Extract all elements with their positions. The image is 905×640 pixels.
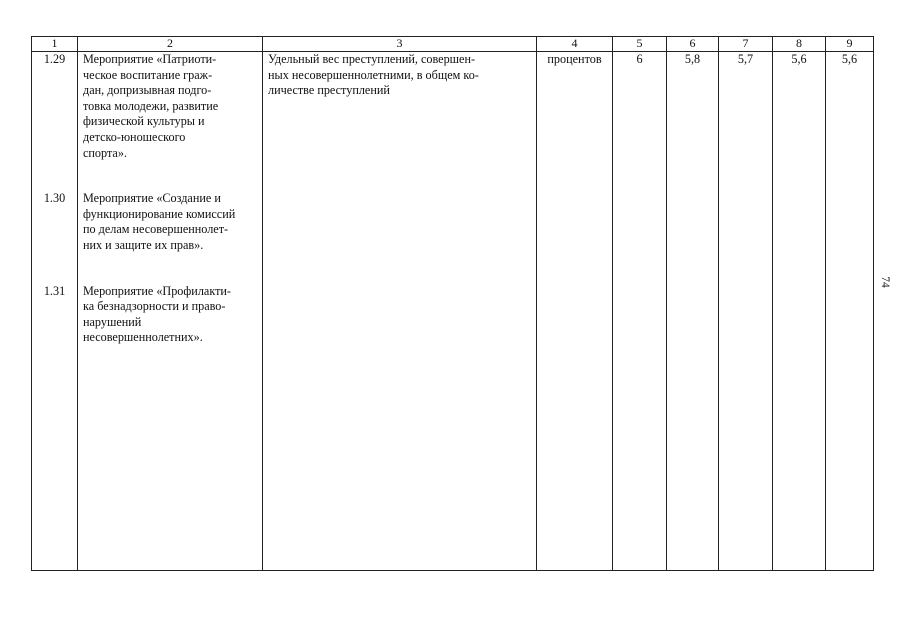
header-col-8: 8	[773, 37, 826, 52]
measures-cell	[78, 52, 263, 571]
measure-text: Мероприятие «Патриоти- ческое воспитание граж- дан, допризывная подго- товка молодежи, развитие физической культуры и детско-юношеского спорта».	[83, 52, 219, 160]
row-numbers-cell	[32, 52, 78, 571]
row-number: 1.31	[43, 283, 66, 298]
header-col-6: 6	[667, 37, 719, 52]
header-col-3: 3	[263, 37, 537, 52]
value-cell: 5,7	[719, 52, 773, 571]
indicators-table	[31, 36, 874, 571]
header-col-1: 1	[32, 37, 78, 52]
header-col-5: 5	[613, 37, 667, 52]
value-cell: 6	[613, 52, 667, 571]
page-number: 74	[879, 276, 891, 288]
indicator-cell: Удельный вес преступлений, совершен- ных несовершеннолетними, в общем ко- личестве преступлений	[263, 52, 537, 571]
row-number: 1.29	[43, 52, 66, 66]
measure-text: Мероприятие «Создание и функционирование комиссий по делам несовершеннолет- них и защите их прав».	[83, 191, 236, 252]
value-cell: 5,8	[667, 52, 719, 571]
header-col-2: 2	[78, 37, 263, 52]
value-cell: 5,6	[826, 52, 874, 571]
unit-cell: процентов	[537, 52, 613, 571]
value-cell: 5,6	[773, 52, 826, 571]
measure-text: Мероприятие «Профилакти- ка безнадзорности и право- нарушений несовершеннолетних».	[83, 283, 231, 345]
header-row	[32, 37, 874, 52]
header-col-9: 9	[826, 37, 874, 52]
table-row	[32, 52, 874, 571]
header-col-4: 4	[537, 37, 613, 52]
header-col-7: 7	[719, 37, 773, 52]
row-number: 1.30	[43, 191, 66, 206]
